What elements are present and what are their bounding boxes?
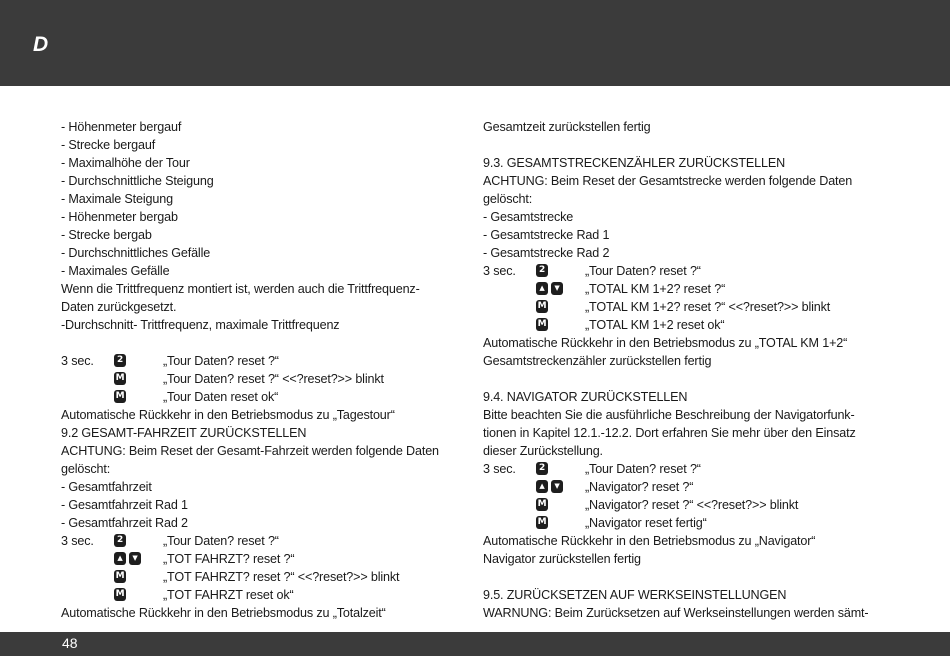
right-column (483, 118, 883, 622)
section-heading: 9.2 GESAMT-FAHRZEIT ZURÜCKSTELLEN (61, 426, 307, 440)
list-item: - Gesamtfahrzeit (61, 480, 152, 494)
reset-step (61, 550, 451, 568)
step-message: „TOTAL KM 1+2 reset ok“ (585, 318, 725, 332)
reset-step (61, 388, 451, 406)
up-arrow-icon: ▲ (536, 480, 548, 493)
step-message: „Navigator? reset ?“ (585, 480, 694, 494)
list-item: - Maximales Gefälle (61, 264, 170, 278)
page-number: 48 (62, 635, 78, 651)
list-item: - Gesamtstrecke Rad 2 (483, 246, 610, 260)
reset-step (483, 298, 883, 316)
reset-step (483, 460, 883, 478)
step-duration: 3 sec. (61, 354, 94, 368)
reset-step (483, 316, 883, 334)
reset-step (483, 514, 883, 532)
list-item: - Gesamtstrecke (483, 210, 574, 224)
key-m-icon: M (115, 391, 125, 401)
section-heading: 9.3. GESAMTSTRECKENZÄHLER ZURÜCKSTELLEN (483, 156, 786, 170)
page-footer (0, 632, 950, 656)
list-item: - Höhenmeter bergab (61, 210, 178, 224)
paragraph-line: Gesamtstreckenzähler zurückstellen fertig (483, 354, 712, 368)
reset-step (61, 352, 451, 370)
section-heading: 9.5. ZURÜCKSETZEN AUF WERKSEINSTELLUNGEN (483, 588, 787, 602)
page-header (0, 0, 950, 86)
step-message: „Tour Daten reset ok“ (163, 390, 279, 404)
paragraph-line: dieser Zurückstellung. (483, 444, 603, 458)
list-item: - Gesamtfahrzeit Rad 2 (61, 516, 188, 530)
key-2-icon: 2 (114, 354, 126, 367)
key-2-icon: 2 (114, 534, 126, 547)
list-item: - Maximalhöhe der Tour (61, 156, 190, 170)
reset-step (483, 280, 883, 298)
paragraph-line: ACHTUNG: Beim Reset der Gesamt-Fahrzeit werden folgende Daten (61, 444, 439, 458)
down-arrow-icon: ▼ (129, 552, 141, 565)
step-message: „TOTAL KM 1+2? reset ?“ <<?reset?>> blinkt (585, 300, 831, 314)
reset-step (61, 568, 451, 586)
left-column (61, 118, 451, 622)
paragraph-line: ACHTUNG: Beim Reset der Gesamtstrecke werden folgende Daten (483, 174, 853, 188)
key-m-icon: M (115, 373, 125, 383)
key-2-icon: 2 (536, 462, 548, 475)
key-m-icon: M (115, 571, 125, 581)
step-message: „TOT FAHRZT? reset ?“ (163, 552, 295, 566)
list-item: - Maximale Steigung (61, 192, 173, 206)
step-duration: 3 sec. (483, 462, 516, 476)
key-m-icon: M (537, 301, 547, 311)
reset-step (61, 586, 451, 604)
reset-step (61, 370, 451, 388)
paragraph-line: Automatische Rückkehr in den Betriebsmodus zu „Navigator“ (483, 534, 816, 548)
step-message: „Navigator reset fertig“ (585, 516, 707, 530)
list-item: - Gesamtstrecke Rad 1 (483, 228, 610, 242)
down-arrow-icon: ▼ (551, 480, 563, 493)
step-duration: 3 sec. (483, 264, 516, 278)
list-item: - Strecke bergauf (61, 138, 156, 152)
reset-step (483, 478, 883, 496)
step-message: „Tour Daten? reset ?“ (585, 264, 701, 278)
section-heading: 9.4. NAVIGATOR ZURÜCKSTELLEN (483, 390, 688, 404)
step-message: „Navigator? reset ?“ <<?reset?>> blinkt (585, 498, 799, 512)
reset-step (483, 496, 883, 514)
list-item: - Gesamtfahrzeit Rad 1 (61, 498, 188, 512)
paragraph-line: Automatische Rückkehr in den Betriebsmodus zu „Tagestour“ (61, 408, 395, 422)
paragraph-line: Wenn die Trittfrequenz montiert ist, werden auch die Trittfrequenz- (61, 282, 420, 296)
paragraph-line: Bitte beachten Sie die ausführliche Beschreibung der Navigatorfunk- (483, 408, 855, 422)
up-arrow-icon: ▲ (114, 552, 126, 565)
key-m-icon: M (537, 499, 547, 509)
step-duration: 3 sec. (61, 534, 94, 548)
list-item: - Durchschnittliche Steigung (61, 174, 214, 188)
reset-step (61, 532, 451, 550)
down-arrow-icon: ▼ (551, 282, 563, 295)
key-m-icon: M (537, 517, 547, 527)
step-message: „TOT FAHRZT? reset ?“ <<?reset?>> blinkt (163, 570, 400, 584)
list-item: - Strecke bergab (61, 228, 152, 242)
language-marker: D (33, 33, 49, 56)
paragraph-line: Automatische Rückkehr in den Betriebsmodus zu „TOTAL KM 1+2“ (483, 336, 848, 350)
paragraph-line: gelöscht: (61, 462, 111, 476)
paragraph-line: WARNUNG: Beim Zurücksetzen auf Werkseinstellungen werden sämt- (483, 606, 869, 620)
key-m-icon: M (537, 319, 547, 329)
step-message: „Tour Daten? reset ?“ <<?reset?>> blinkt (163, 372, 384, 386)
list-item: - Höhenmeter bergauf (61, 120, 182, 134)
step-message: „Tour Daten? reset ?“ (163, 534, 279, 548)
list-item: - Durchschnittliches Gefälle (61, 246, 211, 260)
step-message: „Tour Daten? reset ?“ (163, 354, 279, 368)
paragraph-line: Navigator zurückstellen fertig (483, 552, 641, 566)
step-message: „TOT FAHRZT reset ok“ (163, 588, 294, 602)
step-message: „TOTAL KM 1+2? reset ?“ (585, 282, 726, 296)
reset-step (483, 262, 883, 280)
up-arrow-icon: ▲ (536, 282, 548, 295)
paragraph-line: Automatische Rückkehr in den Betriebsmodus zu „Totalzeit“ (61, 606, 386, 620)
paragraph-line: Gesamtzeit zurückstellen fertig (483, 120, 651, 134)
paragraph-line: tionen in Kapitel 12.1.-12.2. Dort erfahren Sie mehr über den Einsatz (483, 426, 856, 440)
key-m-icon: M (115, 589, 125, 599)
step-message: „Tour Daten? reset ?“ (585, 462, 701, 476)
paragraph-line: Daten zurückgesetzt. (61, 300, 177, 314)
paragraph-line: -Durchschnitt- Trittfrequenz, maximale Trittfrequenz (61, 318, 340, 332)
paragraph-line: gelöscht: (483, 192, 533, 206)
key-2-icon: 2 (536, 264, 548, 277)
